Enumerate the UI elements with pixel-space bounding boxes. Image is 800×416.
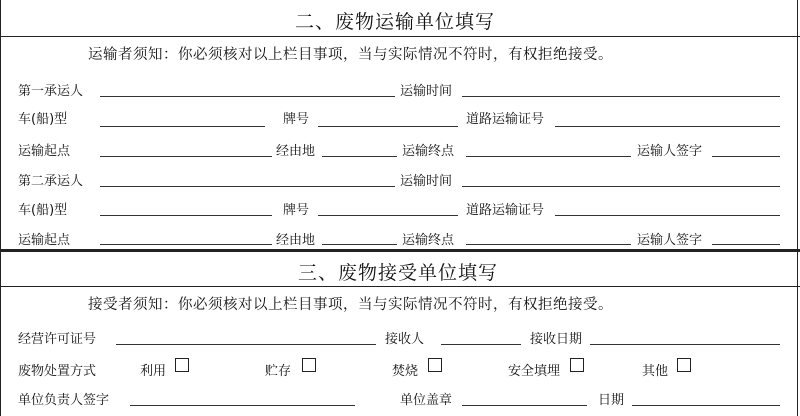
option-reuse-label: 利用 xyxy=(140,364,167,379)
option-incineration-label: 焚烧 xyxy=(392,364,419,379)
transport-time-label: 运输时间 xyxy=(400,84,453,99)
responsible-sign-field[interactable] xyxy=(130,405,355,406)
via-label: 经由地 xyxy=(276,144,316,159)
transporter-sign-field-2[interactable] xyxy=(712,244,780,245)
option-landfill-checkbox[interactable] xyxy=(570,358,584,372)
transport-time-label-2: 运输时间 xyxy=(400,174,453,189)
section2-title-divider xyxy=(0,36,800,37)
end-point-field-2[interactable] xyxy=(466,244,631,245)
section3-title-divider xyxy=(0,286,800,287)
start-point-field-2[interactable] xyxy=(100,244,272,245)
second-carrier-label: 第二承运人 xyxy=(18,174,84,189)
date-received-label: 接收日期 xyxy=(530,332,583,347)
license-field[interactable] xyxy=(116,344,376,345)
start-point-field[interactable] xyxy=(100,156,272,157)
option-other-checkbox[interactable] xyxy=(677,358,691,372)
plate-label-2: 牌号 xyxy=(283,203,310,218)
first-carrier-label: 第一承运人 xyxy=(18,84,84,99)
transport-time-field-2[interactable] xyxy=(462,186,780,187)
via-label-2: 经由地 xyxy=(276,233,316,248)
option-storage-label: 贮存 xyxy=(265,364,292,379)
receiver-label: 接收人 xyxy=(385,332,425,347)
disposal-method-label: 废物处置方式 xyxy=(18,364,97,379)
date-field[interactable] xyxy=(632,405,780,406)
section-divider xyxy=(0,249,800,252)
receiver-field[interactable] xyxy=(441,344,521,345)
section2-title: 二、废物运输单位填写 xyxy=(295,11,496,33)
road-permit-label-2: 道路运输证号 xyxy=(466,203,545,218)
plate-field-2[interactable] xyxy=(318,215,458,216)
road-permit-field-2[interactable] xyxy=(555,215,780,216)
form-left-border xyxy=(0,0,1,416)
section3-title: 三、废物接受单位填写 xyxy=(298,262,499,284)
option-landfill-label: 安全填埋 xyxy=(508,364,561,379)
license-label: 经营许可证号 xyxy=(18,332,97,347)
second-carrier-field[interactable] xyxy=(100,186,395,187)
vehicle-type-field-2[interactable] xyxy=(100,215,272,216)
form-right-border xyxy=(797,0,798,416)
transporter-sign-label: 运输人签字 xyxy=(637,144,703,159)
end-point-label: 运输终点 xyxy=(402,144,455,159)
road-permit-label: 道路运输证号 xyxy=(466,112,545,127)
section2-notice: 运输者须知：你必须核对以上栏目事项，当与实际情况不符时，有权拒绝接受。 xyxy=(88,47,613,63)
option-other-label: 其他 xyxy=(642,364,669,379)
option-reuse-checkbox[interactable] xyxy=(175,358,189,372)
plate-label: 牌号 xyxy=(283,112,310,127)
vehicle-type-label: 车(船)型 xyxy=(18,112,68,127)
transporter-sign-label-2: 运输人签字 xyxy=(637,233,703,248)
end-point-label-2: 运输终点 xyxy=(402,233,455,248)
transporter-sign-field[interactable] xyxy=(712,156,780,157)
first-carrier-field[interactable] xyxy=(100,96,395,97)
responsible-sign-label: 单位负责人签字 xyxy=(18,393,110,408)
start-point-label-2: 运输起点 xyxy=(18,233,71,248)
end-point-field[interactable] xyxy=(466,156,631,157)
road-permit-field[interactable] xyxy=(555,126,780,127)
section3-notice: 接受者须知：你必须核对以上栏目事项，当与实际情况不符时，有权拒绝接受。 xyxy=(88,297,613,313)
date-received-field[interactable] xyxy=(590,344,780,345)
plate-field[interactable] xyxy=(318,126,458,127)
date-label: 日期 xyxy=(598,393,625,408)
option-incineration-checkbox[interactable] xyxy=(428,358,442,372)
option-storage-checkbox[interactable] xyxy=(302,358,316,372)
transport-time-field[interactable] xyxy=(462,96,780,97)
start-point-label: 运输起点 xyxy=(18,144,71,159)
seal-field[interactable] xyxy=(462,405,587,406)
vehicle-type-field[interactable] xyxy=(100,126,265,127)
vehicle-type-label-2: 车(船)型 xyxy=(18,203,68,218)
seal-label: 单位盖章 xyxy=(400,393,453,408)
via-field[interactable] xyxy=(322,156,397,157)
via-field-2[interactable] xyxy=(322,244,397,245)
